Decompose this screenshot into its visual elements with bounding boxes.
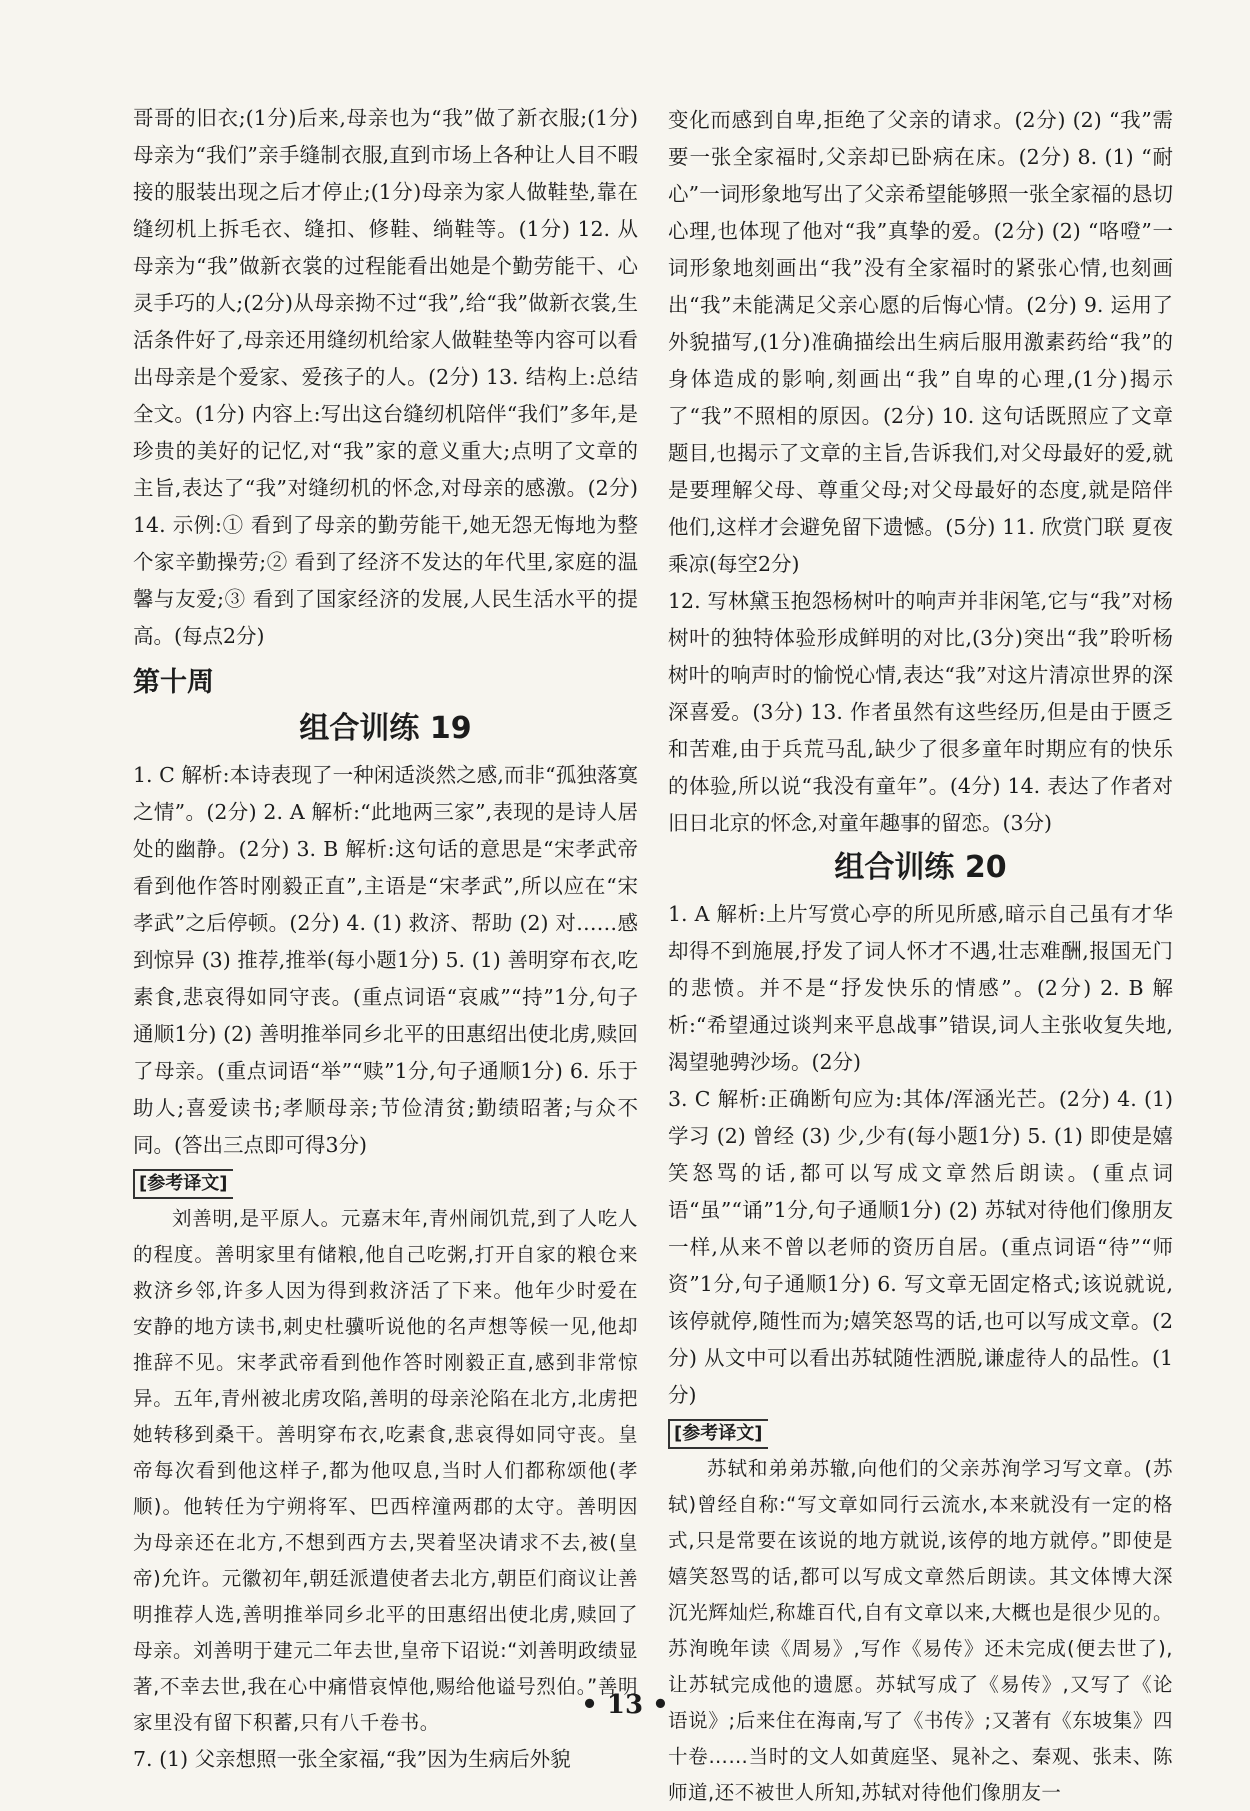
answer-paragraph: 变化而感到自卑,拒绝了父亲的请求。(2分) (2) “我”需要一张全家福时,父亲却已卧病在床。(2分) 8. (1) “耐心”一词形象地写出了父亲希望能够照一张全家福的恳切心理,也体现了他对“我”真挚的爱。(2分) (2) “咯噔”一词形象地刻画出“我”没有全家福时的紧张心情,也刻画出“我”未能满足父亲心愿的后悔心情。(2分) 9. 运用了外貌描写,(1分)准确描绘出生病后服用激素药给“我”的身体造成的影响,刻画出“我”自卑的心理,(1分)揭示了“我”不照相的原因。(2分) 10. 这句话既照应了文章题目,也揭示了文章的主旨,告诉我们,对父母最好的爱,就是要理解父母、尊重父母;对父母最好的态度,就是陪伴他们,这样才会避免留下遗憾。(5分) 11. 欣赏门联 夏夜乘凉(每空2分) (668, 108, 1173, 576)
section-title: 组合训练 19 (299, 711, 472, 746)
right-column (668, 102, 1173, 1811)
week-title: 第十周 (133, 667, 214, 698)
left-column (133, 100, 638, 1778)
reference-translation-label: [参考译文] (133, 1169, 233, 1199)
section-title: 组合训练 20 (834, 850, 1007, 885)
answer-paragraph: 12. 写林黛玉抱怨杨树叶的响声并非闲笔,它与“我”对杨树叶的独特体验形成鲜明的对比,(3分)突出“我”聆听杨树叶的响声时的愉悦心情,表达“我”对这片清凉世界的深深喜爱。(3分) 13. 作者虽然有这些经历,但是由于匮乏和苦难,由于兵荒马乱,缺少了很多童年时期应有的快乐的体验,所以说“我没有童年”。(4分) 14. 表达了作者对旧日北京的怀念,对童年趣事的留恋。(3分) (668, 589, 1173, 835)
reference-translation: 刘善明,是平原人。元嘉末年,青州闹饥荒,到了人吃人的程度。善明家里有储粮,他自己吃粥,打开自家的粮仓来救济乡邻,许多人因为得到救济活了下来。他年少时爱在安静的地方读书,刺史杜骥听说他的名声想等候一见,他却推辞不见。宋孝武帝看到他作答时刚毅正直,感到非常惊异。五年,青州被北虏攻陷,善明的母亲沦陷在北方,北虏把她转移到桑干。善明穿布衣,吃素食,悲哀得如同守丧。皇帝每次看到他这样子,都为他叹息,当时人们都称颂他(孝顺)。他转任为宁朔将军、巴西梓潼两郡的太守。善明因为母亲还在北方,不想到西方去,哭着坚决请求不去,被(皇帝)允许。元徽初年,朝廷派遣使者去北方,朝臣们商议让善明推荐人选,善明推举同乡北平的田惠绍出使北虏,赎回了母亲。刘善明于建元二年去世,皇帝下诏说:“刘善明政绩显著,不幸去世,我在心中痛惜哀悼他,赐给他谥号烈伯。”善明家里没有留下积蓄,只有八千卷书。 (133, 1207, 638, 1734)
reference-translation: 苏轼和弟弟苏辙,向他们的父亲苏洵学习写文章。(苏轼)曾经自称:“写文章如同行云流水,本来就没有一定的格式,只是常要在该说的地方就说,该停的地方就停。”即使是嬉笑怒骂的话,都可以写成文章然后朗读。其文体博大深沉光辉灿烂,称雄百代,自有文章以来,大概也是很少见的。苏洵晚年读《周易》,写作《易传》还未完成(便去世了),让苏轼完成他的遗愿。苏轼写成了《易传》,又写了《论语说》;后来住在海南,写了《书传》;又著有《东坡集》四十卷……当时的文人如黄庭坚、晁补之、秦观、张耒、陈师道,还不被世人所知,苏轼对待他们像朋友一 (668, 1457, 1173, 1804)
answer-paragraph: 7. (1) 父亲想照一张全家福,“我”因为生病后外貌 (133, 1747, 571, 1771)
answer-paragraph: 哥哥的旧衣;(1分)后来,母亲也为“我”做了新衣服;(1分)母亲为“我们”亲手缝制衣服,直到市场上各种让人目不暇接的服装出现之后才停止;(1分)母亲为家人做鞋垫,靠在缝纫机上拆毛衣、缝扣、修鞋、绱鞋等。(1分) 12. 从母亲为“我”做新衣裳的过程能看出她是个勤劳能干、心灵手巧的人;(2分)从母亲拗不过“我”,给“我”做新衣裳,生活条件好了,母亲还用缝纫机给家人做鞋垫等内容可以看出母亲是个爱家、爱孩子的人。(2分) 13. 结构上:总结全文。(1分) 内容上:写出这台缝纫机陪伴“我们”多年,是珍贵的美好的记忆,对“我”家的意义重大;点明了文章的主旨,表达了“我”对缝纫机的怀念,对母亲的感激。(2分) 14. 示例:① 看到了母亲的勤劳能干,她无怨无悔地为整个家辛勤操劳;② 看到了经济不发达的年代里,家庭的温馨与友爱;③ 看到了国家经济的发展,人民生活水平的提高。(每点2分) (133, 106, 638, 648)
answer-paragraph: 3. C 解析:正确断句应为:其体/浑涵光芒。(2分) 4. (1) 学习 (2) 曾经 (3) 少,少有(每小题1分) 5. (1) 即使是嬉笑怒骂的话,都可以写成文章然后朗读。(重点词语“虽”“诵”1分,句子通顺1分) (2) 苏轼对待他们像朋友一样,从来不曾以老师的资历自居。(重点词语“待”“师资”1分,句子通顺1分) 6. 写文章无固定格式;该说就说,该停就停,随性而为;嬉笑怒骂的话,也可以写成文章。(2分) 从文中可以看出苏轼随性洒脱,谦虚待人的品性。(1分) (668, 1087, 1173, 1407)
page-number: • 13 • (581, 1690, 669, 1720)
answer-paragraph: 1. C 解析:本诗表现了一种闲适淡然之感,而非“孤独落寞之情”。(2分) 2. A 解析:“此地两三家”,表现的是诗人居处的幽静。(2分) 3. B 解析:这句话的意思是“宋孝武帝看到他作答时刚毅正直”,主语是“宋孝武”,所以应在“宋孝武”之后停顿。(2分) 4. (1) 救济、帮助 (2) 对……感到惊异 (3) 推荐,推举(每小题1分) 5. (1) 善明穿布衣,吃素食,悲哀得如同守丧。(重点词语“哀戚”“持”1分,句子通顺1分) (2) 善明推举同乡北平的田惠绍出使北虏,赎回了母亲。(重点词语“举”“赎”1分,句子通顺1分) 6. 乐于助人;喜爱读书;孝顺母亲;节俭清贫;勤绩昭著;与众不同。(答出三点即可得3分) (133, 763, 638, 1157)
answer-paragraph: 1. A 解析:上片写赏心亭的所见所感,暗示自己虽有才华却得不到施展,抒发了词人怀才不遇,壮志难酬,报国无门的悲愤。并不是“抒发快乐的情感”。(2分) 2. B 解析:“希望通过谈判来平息战事”错误,词人主张收复失地,渴望驰骋沙场。(2分) (668, 902, 1173, 1074)
reference-translation-label: [参考译文] (668, 1419, 768, 1449)
